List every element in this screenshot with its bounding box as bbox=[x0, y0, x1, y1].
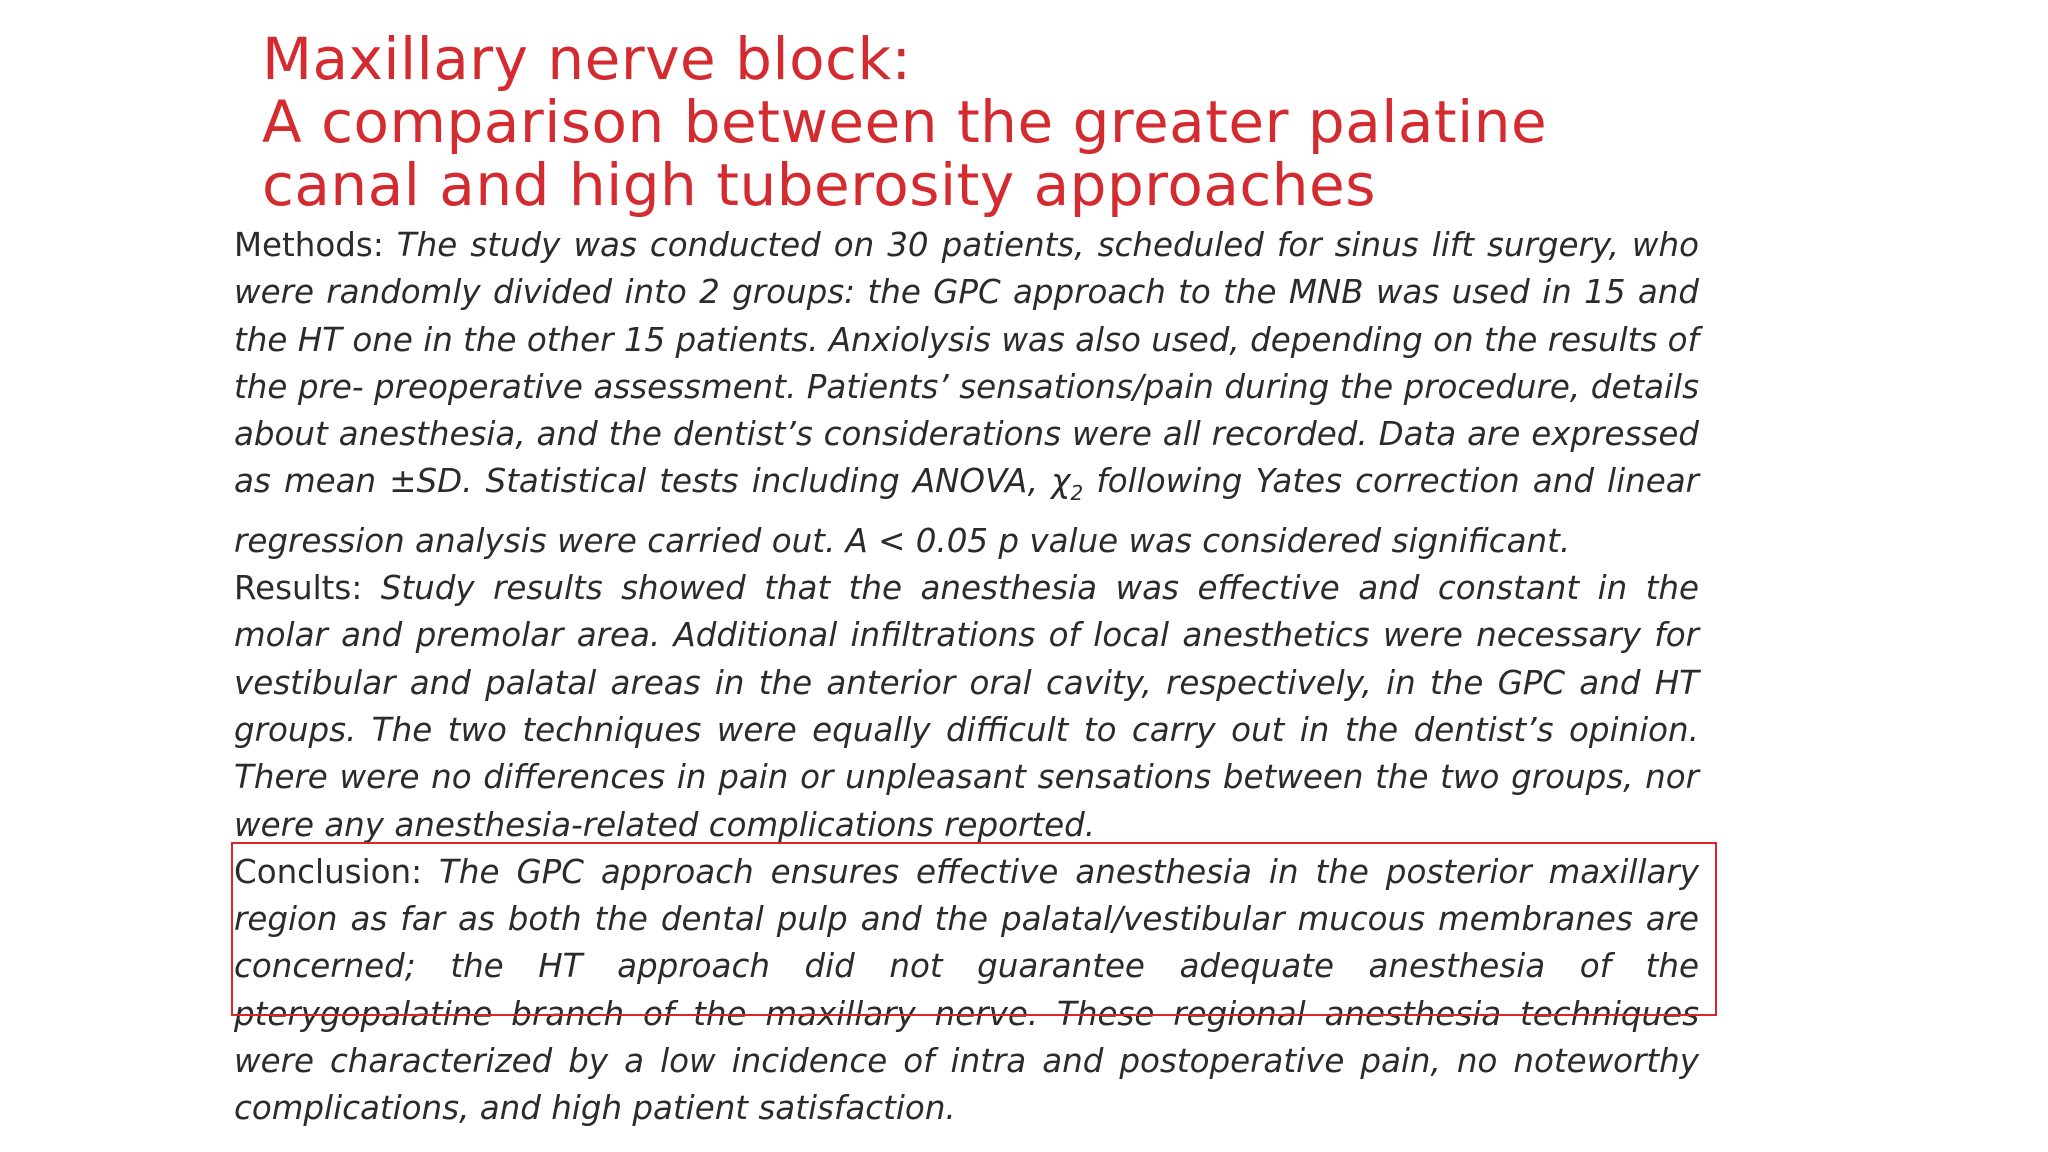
chi-squared-subscript: 2 bbox=[1070, 481, 1084, 506]
title-line-1: Maxillary nerve block: bbox=[262, 25, 912, 93]
methods-text-part1: The study was conducted on 30 patients, scheduled for sinus lift surgery, who were randomly divided into 2 groups: the GPC approach to the MNB was used in 15 and the HT one in the other 15 patients. Anxiolysis was also used, depending on the results of the pre- preoperative assessment. Patients’ sensations/pain during the procedure, details about anesthesia, and the dentist’s considerations were all recorded. Data are expressed as mean ±SD. Statistical tests including ANOVA, bbox=[234, 226, 1699, 501]
title-line-3: canal and high tuberosity approaches bbox=[262, 151, 1376, 219]
methods-text-part2: following Yates correction and linear regression analysis were carried out. A < 0.05 p value was considered significant. bbox=[234, 462, 1699, 560]
methods-label: Methods: bbox=[234, 226, 384, 264]
conclusion-paragraph bbox=[234, 849, 1699, 1133]
abstract bbox=[234, 222, 1699, 1133]
conclusion-text: The GPC approach ensures effective anesthesia in the posterior maxillary region as far as both the dental pulp and the palatal/vestibular mucous membranes are concerned; the HT approach did not guarantee adequate anesthesia of the pterygopalatine branch of the maxillary nerve. These regional anesthesia techniques were characterized by a low incidence of intra and postoperative pain, no noteworthy complications, and high patient satisfaction. bbox=[234, 852, 1699, 1128]
title-line-2: A comparison between the greater palatine bbox=[262, 88, 1548, 156]
paper-title bbox=[262, 25, 1762, 219]
chi-squared-symbol: χ bbox=[1051, 462, 1071, 501]
methods-paragraph bbox=[234, 222, 1699, 565]
conclusion-label: Conclusion: bbox=[234, 852, 423, 891]
results-paragraph bbox=[234, 565, 1699, 849]
results-label: Results: bbox=[234, 569, 363, 608]
results-text: Study results showed that the anesthesia was effective and constant in the molar and premolar area. Additional infiltrations of local anesthetics were necessary for vestibular and palatal areas in the anterior oral cavity, respectively, in the GPC and HT groups. The two techniques were equally difficult to carry out in the dentist’s opinion. There were no differences in pain or unpleasant sensations between the two groups, nor were any anesthesia-related complications reported. bbox=[234, 569, 1699, 844]
